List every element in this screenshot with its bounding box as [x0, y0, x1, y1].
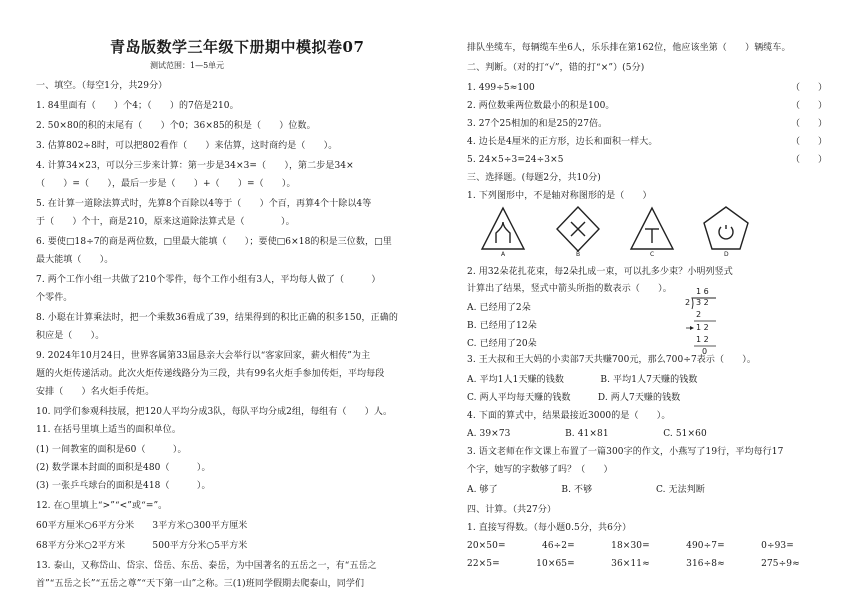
right-line: C. 两人平均每天赚的钱数 D. 两人7天赚的钱数: [467, 393, 681, 403]
division-dividend: 3 2: [696, 298, 709, 307]
answer-paren[interactable]: （ ）: [790, 83, 827, 93]
left-line: 5. 在计算一道除法算式时，先算8个百除以4等于（ ）个百，再算4个十除以4等: [36, 199, 372, 209]
right-line: 排队坐缆车，每辆缆车坐6人，乐乐排在第162位，他应该坐第（ ）辆缆车。: [467, 43, 791, 53]
right-line: A. 已经用了2朵: [467, 303, 531, 313]
answer-paren[interactable]: （ ）: [790, 155, 827, 165]
right-line: 1. 直接写得数。（每小题0.5分，共6分）: [467, 523, 632, 533]
shape-c-triangle: [631, 208, 673, 249]
shape-label-d: D: [724, 251, 729, 258]
shape-label-a: A: [501, 251, 506, 258]
right-line: 2. 两位数乘两位数最小的积是100。: [467, 101, 615, 111]
left-line: 题的火炬传递活动。此次火炬传递线路分为三段，共有99名火炬手参加传炬，平均每段: [36, 369, 385, 379]
left-line: 60平方厘米○6平方分米 3平方米○300平方厘米: [36, 521, 248, 531]
right-line: B. 已经用了12朵: [467, 321, 537, 331]
test-scope: 测试范围：1—5单元: [150, 61, 225, 70]
right-line: 四、计算。（共27分）: [467, 505, 557, 515]
division-step-3: 1 2: [696, 335, 709, 344]
right-line: 三、选择题。(每题2分，共10分): [467, 173, 601, 183]
division-lines: [682, 288, 722, 358]
answer-paren[interactable]: （ ）: [790, 119, 827, 129]
division-remainder: 0: [702, 347, 708, 356]
right-line: 3. 语文老师在作文课上布置了一篇300字的作文，小燕写了19行，平均每行17: [467, 447, 784, 457]
long-division: [682, 288, 722, 358]
choice-shapes: [478, 205, 778, 263]
left-line: 8. 小聪在计算乘法时，把一个乘数36看成了39，结果得到的积比正确的积多150，正确的: [36, 313, 398, 323]
right-line: 3. 王大叔和王大妈的小卖部7天共赚700元，那么700÷7表示（ ）。: [467, 355, 756, 365]
right-line: C. 已经用了20朵: [467, 339, 537, 349]
shape-label-c: C: [650, 251, 655, 258]
left-line: 9. 2024年10月24日，世界客属第33届恳亲大会举行以“客家回家，薪火相传”为主: [36, 351, 371, 361]
left-line: 3. 估算802÷8时，可以把802看作（ ）来估算，这时商约是（ ）。: [36, 141, 338, 151]
right-line: A. 39×73 B. 41×81 C. 51×60: [467, 429, 707, 439]
left-line: 积应是（ ）。: [36, 331, 105, 341]
left-line: 首”“五岳之长”“五岳之尊”“天下第一山”之称。三(1)班同学假期去爬泰山，同学们: [36, 579, 365, 589]
left-line: (2) 数学课本封面的面积是480（ ）。: [36, 463, 211, 473]
right-line: 1. 499÷5≈100: [467, 83, 535, 93]
right-line: 3. 27个25相加的和是25的27倍。: [467, 119, 608, 129]
answer-paren[interactable]: （ ）: [790, 137, 827, 147]
left-line: 12. 在○里填上“>”“<”或“=”。: [36, 501, 168, 511]
shape-a-triangle: [482, 208, 524, 249]
left-line: (1) 一间教室的面积是60（ ）。: [36, 445, 187, 455]
shape-b-diamond: [557, 207, 599, 251]
left-line: 13. 泰山，又称岱山、岱宗、岱岳、东岳、泰岳，为中国著名的五岳之一，有“五岳之: [36, 561, 377, 571]
left-line: 10. 同学们参观科技展，把120人平均分成3队，每队平均分成2组，每组有（ ）人。: [36, 407, 393, 417]
page-title: 青岛版数学三年级下册期中模拟卷07: [110, 38, 365, 56]
left-line: 安排（ ）名火炬手传炬。: [36, 387, 155, 397]
right-line: 22×5= 10×65= 36×11≈ 316÷8≈ 275÷9≈: [467, 559, 800, 569]
left-line: (3) 一张乒乓球台的面积是418（ ）。: [36, 481, 211, 491]
left-line: 2. 50×80的积的末尾有（ ）个0；36×85的积是（ ）位数。: [36, 121, 316, 131]
left-line: 7. 两个工作小组一共做了210个零件，每个工作小组有3人，平均每人做了（ ）: [36, 275, 381, 285]
division-step-2: 1 2: [696, 323, 709, 332]
right-line: 20×50= 46÷2= 18×30= 490÷7= 0÷93=: [467, 541, 794, 551]
left-line: 1. 84里面有（ ）个4；（ ）的7倍是210。: [36, 101, 239, 111]
right-line: A. 平均1人1天赚的钱数 B. 平均1人7天赚的钱数: [467, 375, 698, 385]
division-divisor: 2: [685, 298, 691, 307]
left-line: 4. 计算34×23，可以分三步来计算：第一步是34×3=（ ），第二步是34×: [36, 161, 354, 171]
left-line: 一、填空。（每空1分，共29分）: [36, 81, 168, 91]
left-line: 个零件。: [36, 293, 73, 303]
answer-paren[interactable]: （ ）: [790, 101, 827, 111]
right-line: 二、判断。（对的打“√”，错的打“×”）(5分): [467, 63, 645, 73]
right-line: 个字，她写的字数够了吗？（ ）: [467, 465, 613, 475]
right-line: 1. 下列图形中，不是轴对称图形的是（ ）: [467, 191, 652, 201]
left-line: 最大能填（ ）。: [36, 255, 114, 265]
left-line: 11. 在括号里填上适当的面积单位。: [36, 425, 181, 435]
right-line: 5. 24×5÷3=24÷3×5: [467, 155, 564, 165]
right-line: 4. 下面的算式中，结果最接近3000的是（ ）。: [467, 411, 671, 421]
shape-d-pentagon: [704, 207, 748, 249]
left-line: 于（ ）个十，商是210，原来这道除法算式是（ ）。: [36, 217, 295, 227]
division-step-1: 2: [696, 310, 702, 319]
right-line: 计算出了结果，竖式中箭头所指的数表示（ ）。: [467, 284, 672, 294]
left-line: （ ）=（ ），最后一步是（ ）+（ ）=（ ）。: [36, 179, 296, 189]
shape-label-b: B: [576, 251, 581, 258]
right-line: 4. 边长是4厘米的正方形，边长和面积一样大。: [467, 137, 658, 147]
division-quotient: 1 6: [696, 287, 709, 296]
right-line: 2. 用32朵花扎花束，每2朵扎成一束，可以扎多少束？小明列竖式: [467, 267, 733, 277]
left-line: 68平方分米○2平方米 500平方分米○5平方米: [36, 541, 248, 551]
left-line: 6. 要使□18÷7的商是两位数，□里最大能填（ ）；要使□6×18的积是三位数，□里: [36, 237, 392, 247]
right-line: A. 够了 B. 不够 C. 无法判断: [467, 485, 705, 495]
